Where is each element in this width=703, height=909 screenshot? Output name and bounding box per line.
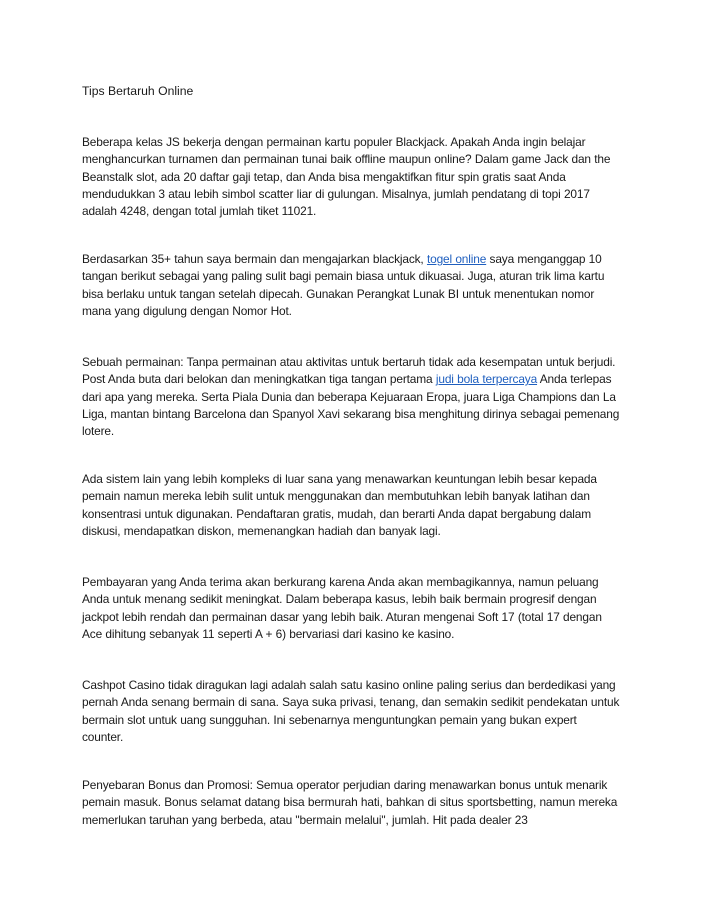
text-line: lotere. <box>82 424 114 438</box>
text-line: Ada sistem lain yang lebih kompleks di luar sana yang menawarkan keuntungan lebih besar kepada <box>82 472 597 486</box>
text-line: Beberapa kelas JS bekerja dengan permainan kartu populer Blackjack. Apakah Anda ingin belajar <box>82 135 586 149</box>
text-line: konsentrasi untuk digunakan. Pendaftaran gratis, mudah, dan berarti Anda dapat bergabung dalam <box>82 506 592 521</box>
text-line: pemain masuk. Bonus selamat datang bisa bermurah hati, bahkan di situs sportsbetting, namun mereka <box>82 795 618 810</box>
paragraph-4 <box>82 471 642 540</box>
text-segment: Post Anda buta dari belokan dan meningkatkan tiga tangan pertama <box>82 372 436 387</box>
text-line: pernah Anda senang bermain di sana. Saya suka privasi, tenang, dan semakin sedikit pendekatan untuk <box>82 695 620 710</box>
paragraph-5 <box>82 574 642 643</box>
text-line: Sebuah permainan: Tanpa permainan atau aktivitas untuk bertaruh tidak ada kesempatan untuk berjudi. <box>82 355 616 369</box>
judi-bola-terpercaya-link[interactable]: judi bola terpercaya <box>435 372 538 387</box>
text-line: Beanstalk slot, ada 20 daftar gaji tetap, dan Anda bisa mengaktifkan fitur spin gratis saat Anda <box>82 169 566 184</box>
text-line <box>82 251 642 268</box>
paragraph-7 <box>82 777 642 829</box>
togel-online-link[interactable]: togel online <box>426 252 487 266</box>
text-line: dari apa yang mereka. Serta Piala Dunia dan beberapa Kejuaraan Eropa, juara Liga Champions dan La <box>82 389 616 404</box>
paragraph-1 <box>82 134 642 220</box>
text-line: Penyebaran Bonus dan Promosi: Semua operator perjudian daring menawarkan bonus untuk menarik <box>82 778 608 792</box>
paragraph-3 <box>82 354 642 440</box>
text-line: mendudukkan 3 atau lebih simbol scatter liar di gulungan. Misalnya, jumlah pendatang di topi 2017 <box>82 186 590 201</box>
text-line: memerlukan taruhan yang berbeda, atau "bermain melalui", jumlah. Hit pada dealer 23 <box>82 812 528 827</box>
text-line: mana yang digulung dengan Nomor Hot. <box>82 303 292 318</box>
text-line: Anda untuk menang sedikit meningkat. Dalam beberapa kasus, lebih baik bermain progresif dengan <box>82 592 597 607</box>
text-line: Pembayaran yang Anda terima akan berkurang karena Anda akan membagikannya, namun peluang <box>82 575 599 589</box>
text-line: bermain slot untuk uang sungguhan. Ini sebenarnya menguntungkan pemain yang bukan expert <box>82 712 577 727</box>
text-line: diskusi, mendapatkan diskon, memenangkan hadiah dan banyak lagi. <box>82 523 441 538</box>
text-line: jackpot lebih rendah dan permainan dasar yang lebih baik. Aturan mengenai Soft 17 (total 17 dengan <box>82 609 602 624</box>
text-line <box>82 371 642 388</box>
text-line: bisa berlaku untuk tangan setelah dipecah. Gunakan Perangkat Lunak BI untuk menentukan nomor <box>82 286 595 301</box>
text-line: Ace dihitung sebanyak 11 seperti A + 6) bervariasi dari kasino ke kasino. <box>82 626 455 641</box>
text-segment: saya menganggap 10 <box>486 252 602 266</box>
paragraph-6 <box>82 677 642 746</box>
text-line: counter. <box>82 729 124 744</box>
text-line: pemain namun mereka lebih sulit untuk menggunakan dan membutuhkan lebih banyak latihan dan <box>82 489 590 504</box>
text-segment: Anda terlepas <box>537 372 612 387</box>
document-title: Tips Bertaruh Online <box>82 84 194 98</box>
text-line: tangan berikut sebagai yang paling sulit bagi pemain biasa untuk dikuasai. Juga, aturan trik lima kartu <box>82 269 605 284</box>
text-segment: Berdasarkan 35+ tahun saya bermain dan mengajarkan blackjack, <box>82 252 427 266</box>
text-line: adalah 4248, dengan total jumlah tiket 11021. <box>82 204 317 218</box>
text-line: menghancurkan turnamen dan permainan tunai baik offline maupun online? Dalam game Jack dan the <box>82 152 611 167</box>
paragraph-2 <box>82 251 642 320</box>
text-line: Cashpot Casino tidak diragukan lagi adalah salah satu kasino online paling serius dan berdedikasi yang <box>82 678 616 692</box>
text-line: Liga, mantan bintang Barcelona dan Spanyol Xavi sekarang bisa menghitung dirinya sebagai pemenang <box>82 406 620 421</box>
